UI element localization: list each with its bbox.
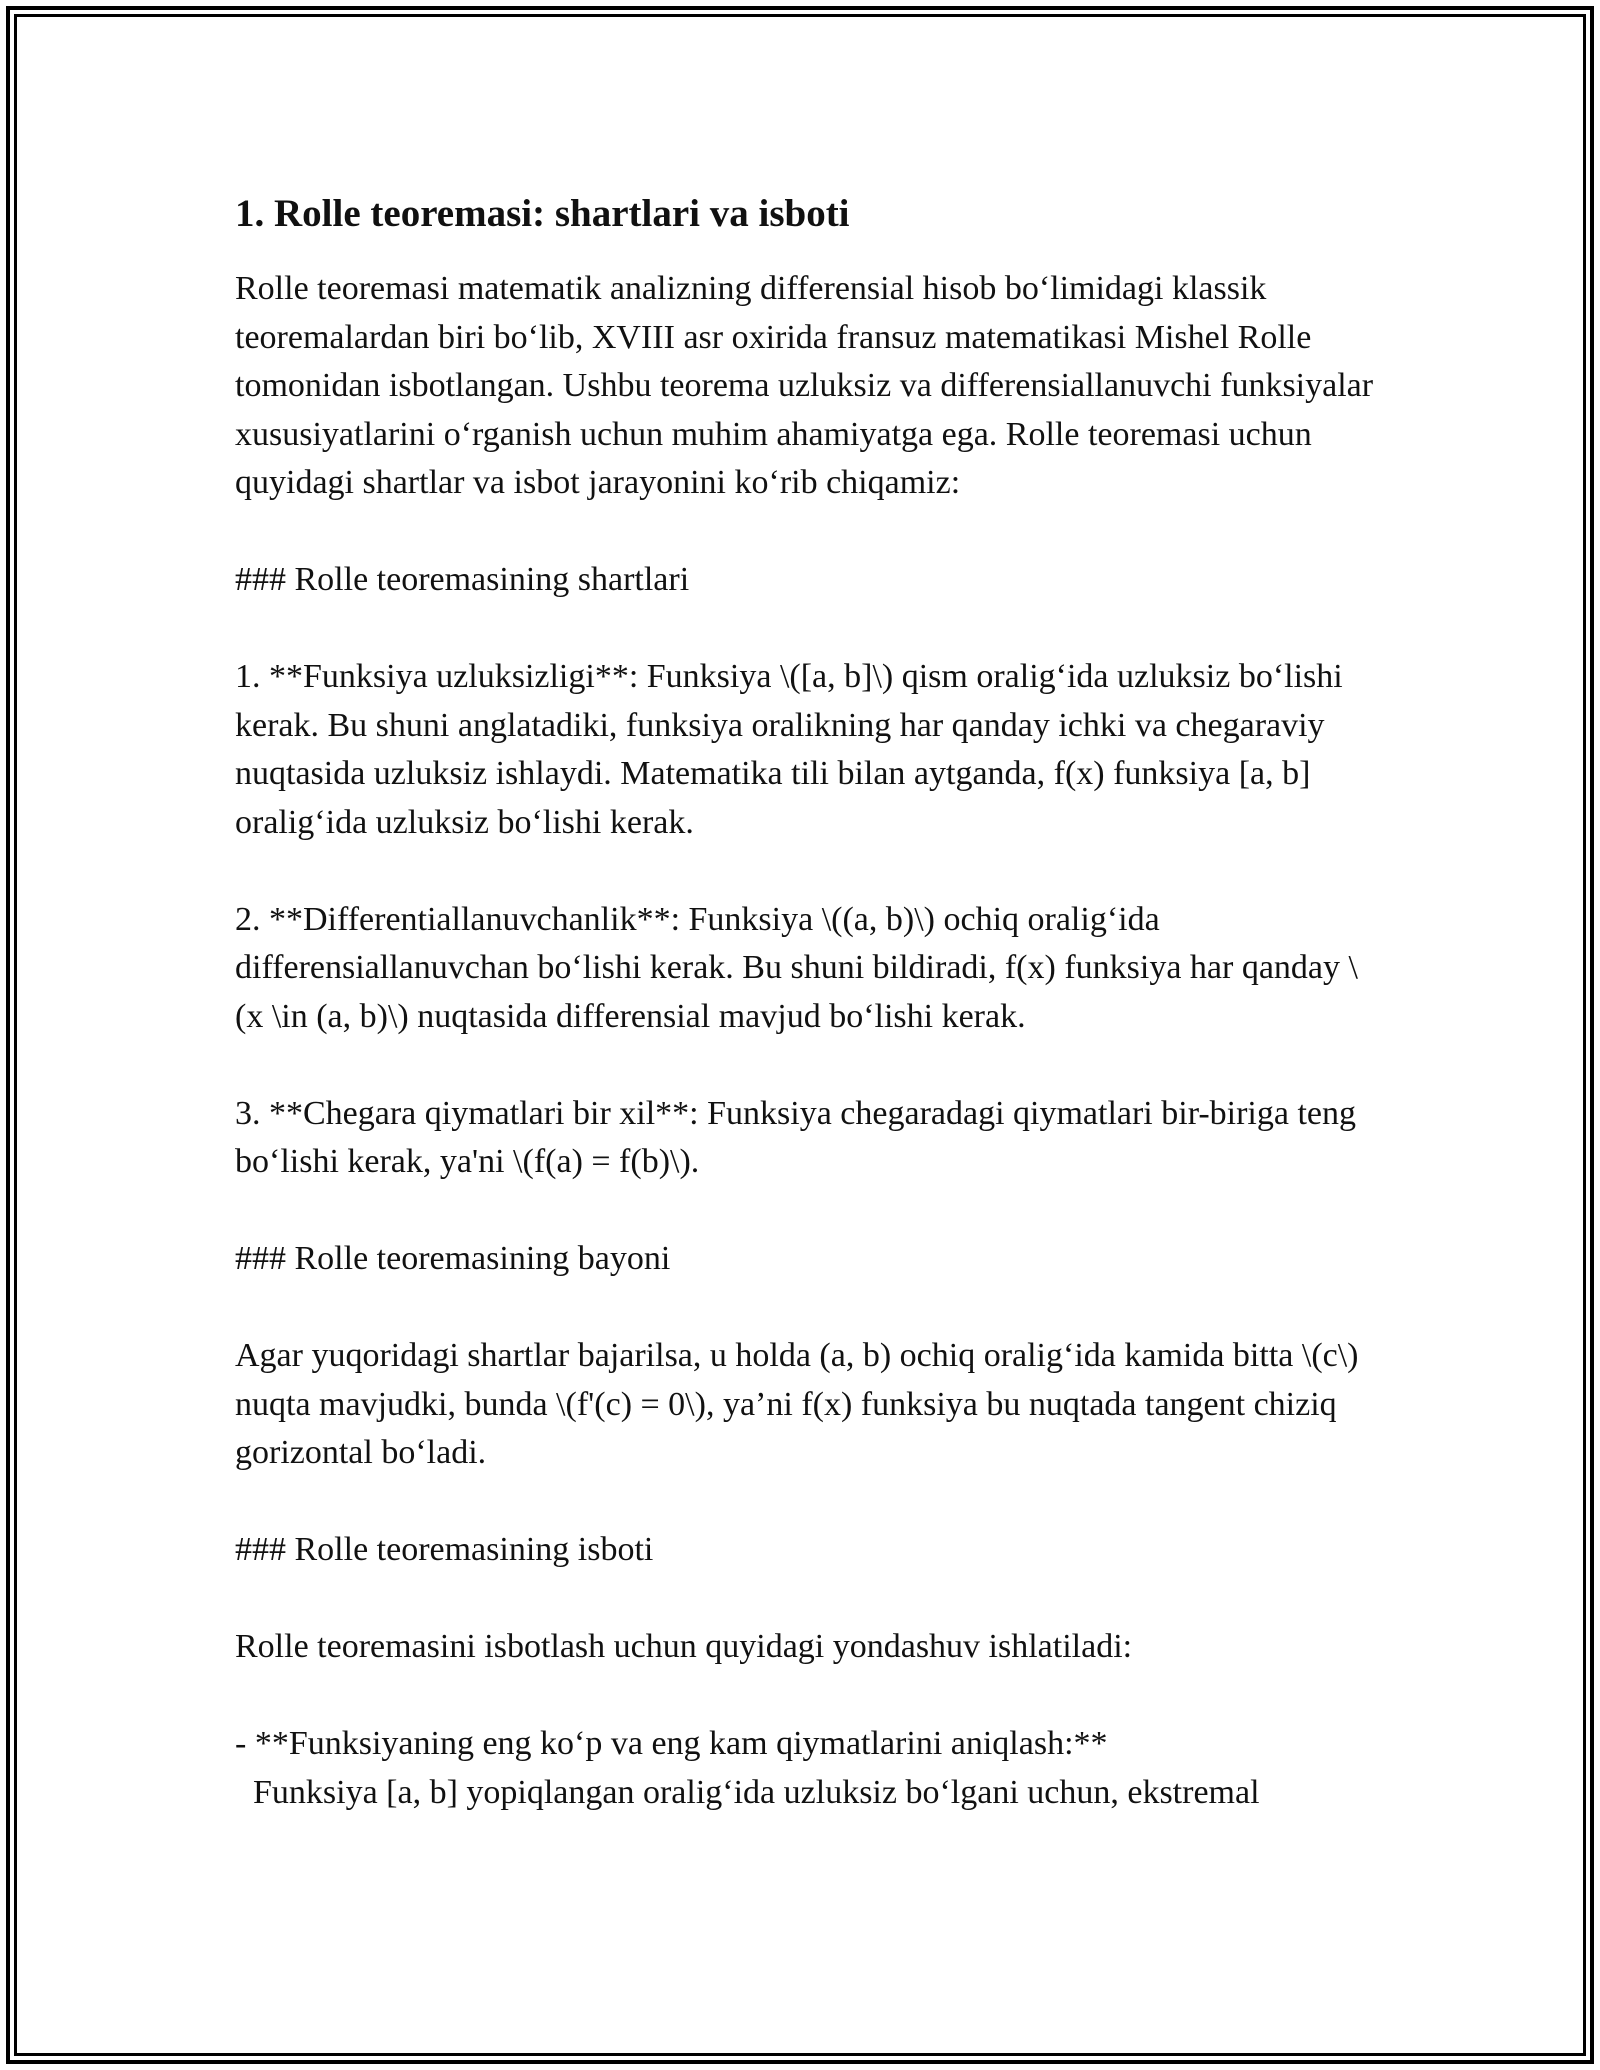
spacer [235, 1187, 1375, 1236]
spacer [235, 508, 1375, 557]
statement-paragraph: Agar yuqoridagi shartlar bajarilsa, u holda (a, b) ochiq oralig‘ida kamida bitta \(c\) nuqta mavjudki, bunda \(f'(c) = 0\), ya’ni f(x) funksiya bu nuqtada tangent chiziq gorizontal bo‘ladi. [235, 1337, 1367, 1471]
spacer [235, 1041, 1375, 1090]
condition-3-paragraph: 3. **Chegara qiymatlari bir xil**: Funksiya chegaradagi qiymatlari bir-biriga teng bo‘lishi kerak, ya'ni \(f(a) = f(b)\). [235, 1094, 1365, 1180]
spacer [235, 1672, 1375, 1721]
spacer [235, 847, 1375, 896]
proof-intro-paragraph: Rolle teoremasini isbotlash uchun quyidagi yondashuv ishlatiladi: [235, 1628, 1133, 1665]
proof-bullet-text: Funksiya [a, b] yopiqlangan oralig‘ida uzluksiz bo‘lgani uchun, ekstremal [253, 1773, 1260, 1811]
proof-bullet-title: - **Funksiyaning eng ko‘p va eng kam qiymatlarini aniqlash:** [235, 1725, 1108, 1762]
condition-1-paragraph: 1. **Funksiya uzluksizligi**: Funksiya \([a, b]\) qism oralig‘ida uzluksiz bo‘lishi kerak. Bu shuni anglatadiki, funksiya oralikning har qanday ichki va chegaraviy nuqtasida uzluksiz ishlaydi. Matematika tili bilan aytganda, f(x) funksiya [a, b] oralig‘ida uzluksiz bo‘lishi kerak. [235, 658, 1352, 841]
spacer [235, 1478, 1375, 1527]
spacer [235, 1575, 1375, 1624]
condition-2-paragraph: 2. **Differentiallanuvchanlik**: Funksiya \((a, b)\) ochiq oralig‘ida differensiallanuvchan bo‘lishi kerak. Bu shuni bildiradi, f(x) funksiya har qanday \(x \in (a, b)\) nuqtasida differensial mavjud bo‘lishi kerak. [235, 900, 1358, 1035]
spacer [235, 605, 1375, 654]
heading-proof: ### Rolle teoremasining isboti [235, 1531, 654, 1568]
spacer [235, 1284, 1375, 1333]
heading-statement: ### Rolle teoremasining bayoni [235, 1240, 671, 1277]
document-body [235, 185, 1382, 1817]
document-title: 1. Rolle teoremasi: shartlari va isboti [235, 192, 850, 235]
intro-paragraph: Rolle teoremasi matematik analizning differensial hisob bo‘limidagi klassik teoremalardan biri bo‘lib, XVIII asr oxirida fransuz matematikasi Mishel Rolle tomonidan isbotlangan. Ushbu teorema uzluksiz va differensiallanuvchi funksiyalar xususiyatlarini o‘rganish uchun muhim ahamiyatga ega. Rolle teoremasi uchun quyidagi shartlar va isbot jarayonini ko‘rib chiqamiz: [235, 270, 1382, 501]
heading-conditions: ### Rolle teoremasining shartlari [235, 561, 690, 598]
